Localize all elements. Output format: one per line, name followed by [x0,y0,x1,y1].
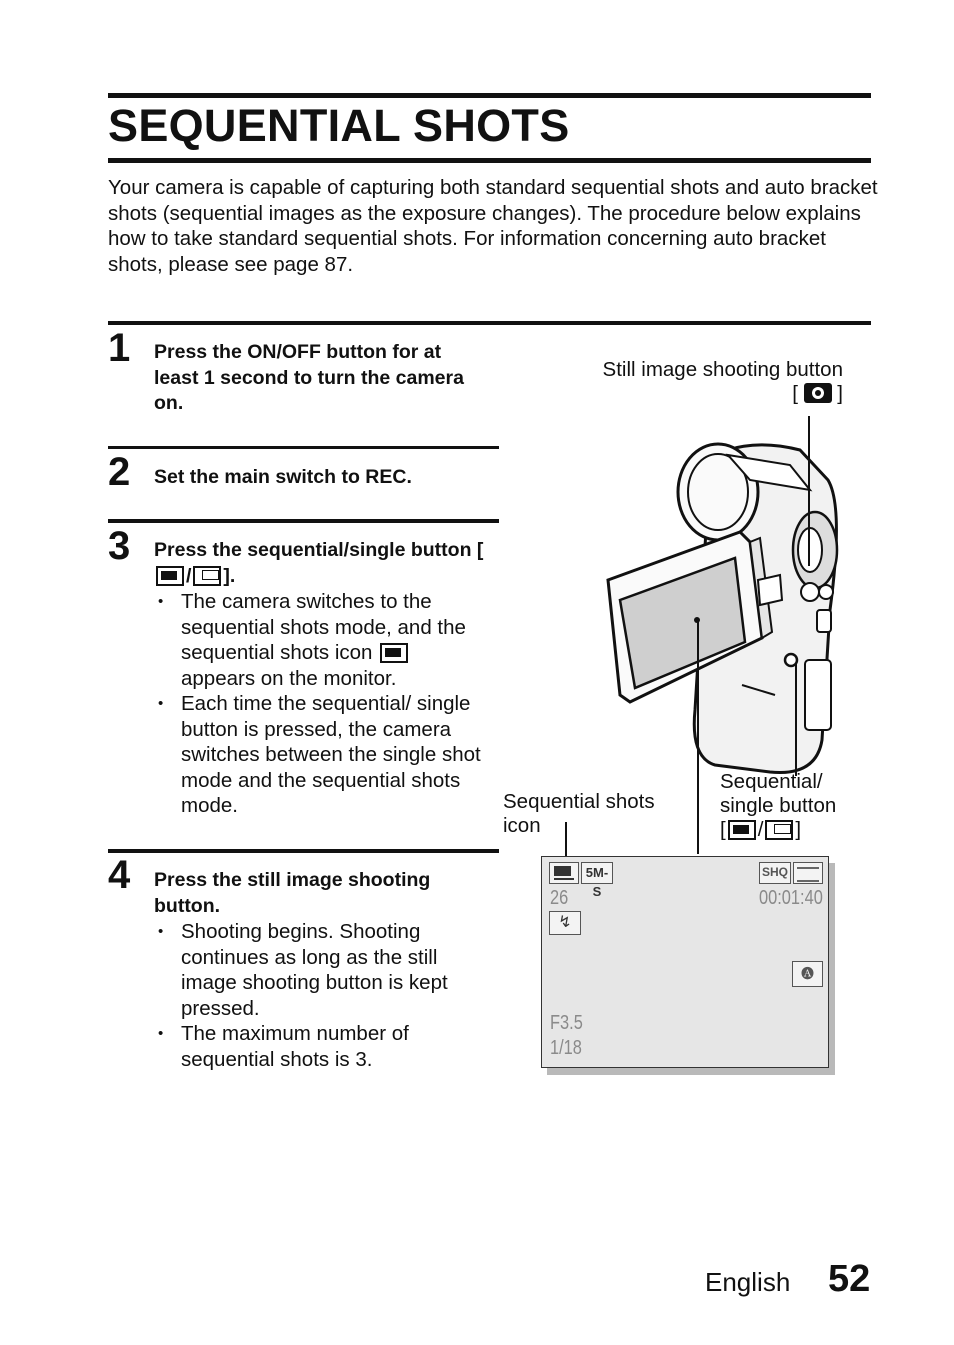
seq-button-leader [795,664,797,776]
size-badge [581,862,613,899]
monitor-leader [697,622,699,854]
single-mode-icon [193,566,221,586]
seq-single-icons [720,818,870,842]
footer-language: English [705,1267,791,1297]
step-3-title [154,538,494,589]
step-4-bullet-2-text: The maximum number of sequential shots is 3. [181,1022,409,1071]
sequential-mode-icon [728,820,756,840]
shot-count: 26 [550,887,569,909]
seq-single-label-2: single button [720,794,837,817]
step-4-bullet-2 [154,1021,484,1072]
step-4-number: 4 [108,853,131,897]
single-mode-icon [765,820,793,840]
film-icon [793,862,823,884]
sequential-mode-icon [156,566,184,586]
step-3-bullet-2 [154,691,484,819]
seq-icon-label-2: icon [503,814,541,837]
seq-single-label-1: Sequential/ [720,770,823,793]
step-2-number: 2 [108,450,131,494]
step-1-number: 1 [108,326,131,370]
seq-icon-label-1: Sequential shots [503,790,655,813]
step-4-bullet-1-text: Shooting begins. Shooting continues as long as the still image shooting button is kept pressed. [181,920,448,1020]
camera-illustration [600,410,850,830]
camera-icon [804,383,832,403]
step-3-title-b: ]. [223,564,236,587]
title-bottom-rule [108,158,871,163]
still-button-leader [808,416,810,566]
bracket-open: [ [720,818,726,841]
bracket-open: [ [792,382,798,405]
seq-icon-callout [503,790,683,838]
separator: / [757,818,764,841]
step-2-title: Set the main switch to REC. [154,466,412,488]
sequential-shots-icon [380,643,408,663]
seq-single-button-callout [720,770,870,842]
step-3-bullets [154,589,484,819]
bracket-close: ] [795,818,802,841]
shutter-speed: 1/18 [550,1037,582,1059]
lcd-screen [541,856,829,1068]
aperture-value: F3.5 [550,1012,583,1034]
remaining-time: 00:01:40 [759,887,823,909]
step-3-title-a: Press the sequential/single button [ [154,539,484,561]
flash-off-icon: ↯ [549,911,581,935]
step-4-bullet-1 [154,919,484,1021]
step-3-bullet-1-text-b: appears on the monitor. [181,666,397,690]
page-number: 52 [828,1258,871,1300]
intro-paragraph: Your camera is capable of capturing both standard sequential shots and auto bracket shots (sequential images as the exposure changes). The procedure below explains how to take standard sequential shots. For information concerning auto bracket shots, please see page 87. [108,176,878,276]
step2-rule [108,446,499,449]
step-3-title-sep: / [186,564,192,587]
auto-stabilizer-icon: 🅐 [792,961,823,987]
sequential-shots-lcd-icon [549,862,579,884]
step-3-number: 3 [108,524,131,568]
bracket-close: ] [837,382,843,405]
step-3-bullet-1 [154,589,484,691]
step-3-bullet-2-text: Each time the sequential/ single button is pressed, the camera switches between the single shot mode and the sequential shots mode. [181,692,481,817]
still-button-label: Still image shooting button [602,358,843,381]
quality-badge-text: SHQ [761,865,788,879]
step4-rule [108,849,499,853]
step-1-title: Press the ON/OFF button for at least 1 second to turn the camera on. [154,341,464,414]
quality-badge [759,862,791,884]
still-button-icon-line [570,382,843,406]
step3-rule [108,519,499,523]
step1-rule [108,321,871,325]
step-4-title: Press the still image shooting button. [154,869,431,917]
size-badge-text: 5M-S [585,865,609,899]
step-3-bullet-1-text-a: The camera switches to the sequential shots mode, and the sequential shots icon [181,590,466,664]
step-4-bullets [154,919,484,1072]
still-button-callout [570,358,843,406]
page-title: SEQUENTIAL SHOTS [108,100,570,151]
